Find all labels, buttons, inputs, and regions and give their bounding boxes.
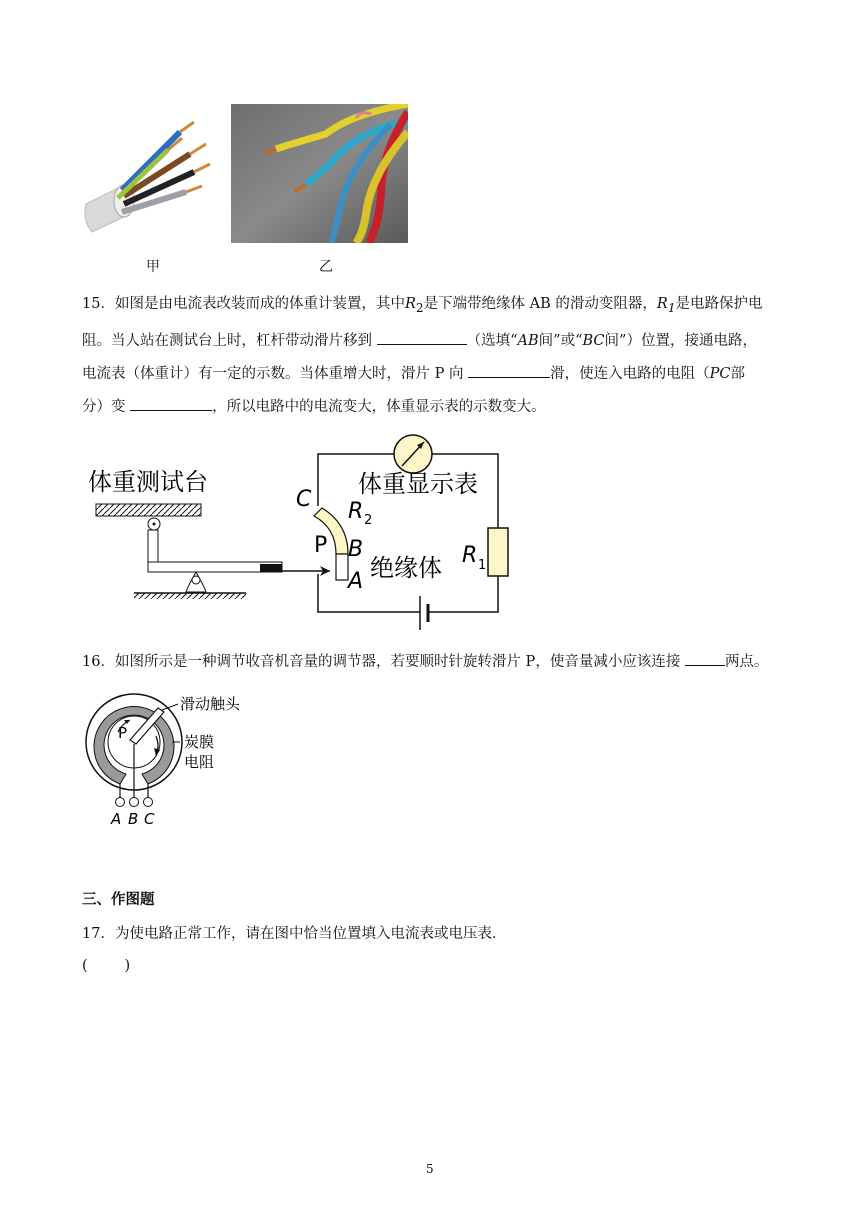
q15-blank-3[interactable] <box>130 396 212 411</box>
terminal-c <box>144 798 153 807</box>
label-film-1: 炭膜 <box>184 733 215 751</box>
insulator-ab <box>336 554 348 580</box>
question-15 <box>82 288 782 424</box>
caption-yi: 乙 <box>319 259 333 275</box>
svg-text:C: C <box>144 810 155 828</box>
q16-number: 16． <box>82 654 115 670</box>
svg-text:2: 2 <box>364 513 373 528</box>
q15-blank-1[interactable] <box>377 330 467 345</box>
terminal-a <box>116 798 125 807</box>
question-17: 17．为使电路正常工作，请在图中恰当位置填入电流表或电压表． <box>82 926 507 942</box>
label-insulator: 绝缘体 <box>370 554 442 582</box>
wires-photo-yi <box>231 104 408 243</box>
label-b: B <box>348 537 364 562</box>
potentiometer-diagram <box>84 690 284 830</box>
caption-jia: 甲 <box>146 259 160 275</box>
label-a: A <box>348 569 364 594</box>
q16-blank[interactable] <box>685 651 725 666</box>
svg-text:1: 1 <box>478 558 487 573</box>
label-display: 体重显示表 <box>358 470 478 498</box>
q15-line-1: 15．如图是由电流表改装而成的体重计装置，其中$R_2$是下端带绝缘体 AB 的滑动变阻器，$R_1$是电路保护电 <box>82 296 763 315</box>
q15-number: 15． <box>82 296 115 312</box>
q17-answer-blank[interactable]: ( ) <box>82 958 131 974</box>
platform-label: 体重测试台 <box>88 468 208 496</box>
question-16: 16．如图所示是一种调节收音机音量的调节器，若要顺时针旋转滑片 P，使音量减小应该连接 两点。 <box>82 646 802 679</box>
test-platform <box>96 504 201 516</box>
terminal-b <box>130 798 139 807</box>
cable-photo-jia <box>82 120 222 235</box>
label-film-2: 电阻 <box>184 753 215 771</box>
label-r1: R <box>462 543 478 568</box>
q15-line-3: 电流表（体重计）有一定的示数。当体重增大时，滑片 P 向 滑，使连入电路的电阻（PC部 <box>82 358 782 391</box>
resistor-r1 <box>488 528 508 576</box>
q17-number: 17． <box>82 926 115 942</box>
page-number: 5 <box>426 1162 434 1176</box>
svg-text:B: B <box>128 810 139 828</box>
weight-scale-diagram <box>86 424 516 638</box>
svg-text:A: A <box>111 810 122 828</box>
q15-line-2: 阻。当人站在测试台上时，杠杆带动滑片移到 （选填“AB间”或“BC间”）位置，接通电路， <box>82 325 782 358</box>
label-c: C <box>296 487 312 512</box>
section-3-title: 三、作图题 <box>82 892 155 908</box>
label-r2: R <box>348 499 364 524</box>
label-p: P <box>118 724 128 742</box>
q15-blank-2[interactable] <box>468 363 550 378</box>
q15-line-4: 分）变 ，所以电路中的电流变大，体重显示表的示数变大。 <box>82 391 782 424</box>
label-slider: 滑动触头 <box>180 695 241 713</box>
label-p: P <box>314 533 328 558</box>
